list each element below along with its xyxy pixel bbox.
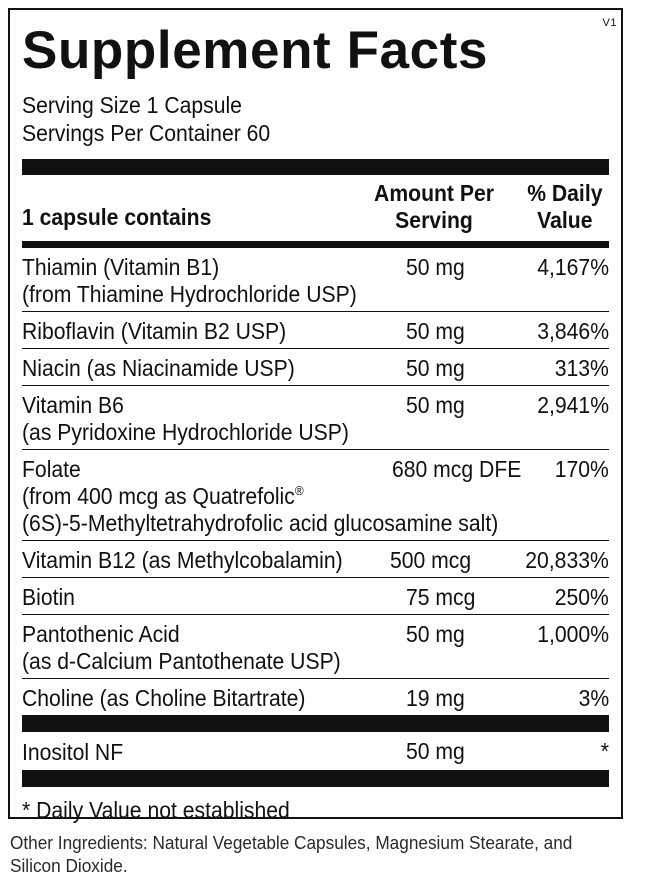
nutrient-daily-value: 313% (554, 355, 609, 381)
nutrient-source: (as d-Calcium Pantothenate USP) (22, 648, 341, 674)
nutrient-amount: 75 mcg (406, 584, 476, 610)
nutrient-name: Folate (22, 456, 81, 482)
nutrient-amount: 50 mg (406, 738, 465, 764)
nutrient-daily-value: 170% (554, 456, 609, 482)
nutrient-source: (as Pyridoxine Hydrochloride USP) (22, 419, 349, 445)
nutrient-daily-value: 1,000% (537, 621, 609, 647)
nutrient-amount: 500 mcg (390, 547, 472, 573)
nutrient-row-pantothenic-acid (22, 615, 609, 679)
serving-info (22, 91, 562, 147)
nutrient-daily-value: 20,833% (525, 547, 609, 573)
bottom-divider-bar (22, 770, 609, 787)
nutrient-name: Riboflavin (Vitamin B2 USP) (22, 318, 287, 344)
nutrient-amount: 50 mg (406, 254, 465, 280)
nutrient-name: Vitamin B12 (as Methylcobalamin) (22, 547, 343, 573)
contains-header: 1 capsule contains (22, 204, 212, 230)
nutrient-row-folate (22, 450, 609, 541)
header-divider-bar (22, 241, 609, 248)
nutrient-name: Biotin (22, 584, 75, 610)
nutrient-name: Thiamin (Vitamin B1) (22, 254, 220, 280)
table-header (22, 175, 609, 241)
daily-value-footnote: * Daily Value not established (22, 797, 290, 823)
nutrient-daily-value: 3,846% (537, 318, 609, 344)
amount-header: Amount Per Serving (374, 180, 494, 233)
nutrient-daily-value: * (600, 738, 609, 764)
nutrient-amount: 50 mg (406, 392, 465, 418)
servings-per-container: Servings Per Container 60 (22, 120, 271, 146)
version-label: V1 (602, 17, 617, 29)
nutrient-name: Vitamin B6 (22, 392, 124, 418)
nutrient-row-vitamin-b6 (22, 386, 609, 450)
nutrient-source-detail: (6S)-5-Methyltetrahydrofolic acid glucosamine salt) (22, 510, 499, 536)
nutrient-daily-value: 3% (578, 685, 609, 711)
nutrient-row-vitamin-b12 (22, 541, 609, 578)
nutrient-row-niacin (22, 349, 609, 386)
nutrient-daily-value: 250% (554, 584, 609, 610)
supplement-facts-panel (8, 8, 623, 823)
nutrient-name: Niacin (as Niacinamide USP) (22, 355, 295, 381)
nutrient-amount: 50 mg (406, 355, 465, 381)
other-ingredients: Other Ingredients: Natural Vegetable Capsules, Magnesium Stearate, and Silicon Dioxide. (10, 832, 573, 876)
nutrient-name: Choline (as Choline Bitartrate) (22, 685, 306, 711)
nutrient-source: (from 400 mcg as Quatrefolic® (22, 483, 304, 509)
nutrient-row-thiamin (22, 248, 609, 312)
nutrient-row-biotin (22, 578, 609, 615)
top-divider-bar (22, 159, 609, 175)
nutrient-row-choline (22, 679, 609, 715)
nutrient-row-riboflavin (22, 312, 609, 349)
nutrient-daily-value: 4,167% (537, 254, 609, 280)
nutrient-daily-value: 2,941% (537, 392, 609, 418)
nutrient-amount: 50 mg (406, 318, 465, 344)
registered-mark: ® (294, 483, 304, 498)
nutrient-name: Inositol NF (22, 739, 124, 765)
serving-size: Serving Size 1 Capsule (22, 92, 242, 118)
nutrient-source: (from Thiamine Hydrochloride USP) (22, 281, 357, 307)
nutrient-name: Pantothenic Acid (22, 621, 180, 647)
nutrient-amount: 50 mg (406, 621, 465, 647)
nutrient-amount: 680 mcg DFE (392, 456, 522, 482)
panel-title: Supplement Facts (22, 21, 489, 80)
section-divider-bar (22, 715, 609, 732)
daily-value-header: % Daily Value (527, 180, 603, 233)
nutrient-amount: 19 mg (406, 685, 465, 711)
nutrient-row-inositol (22, 732, 609, 770)
